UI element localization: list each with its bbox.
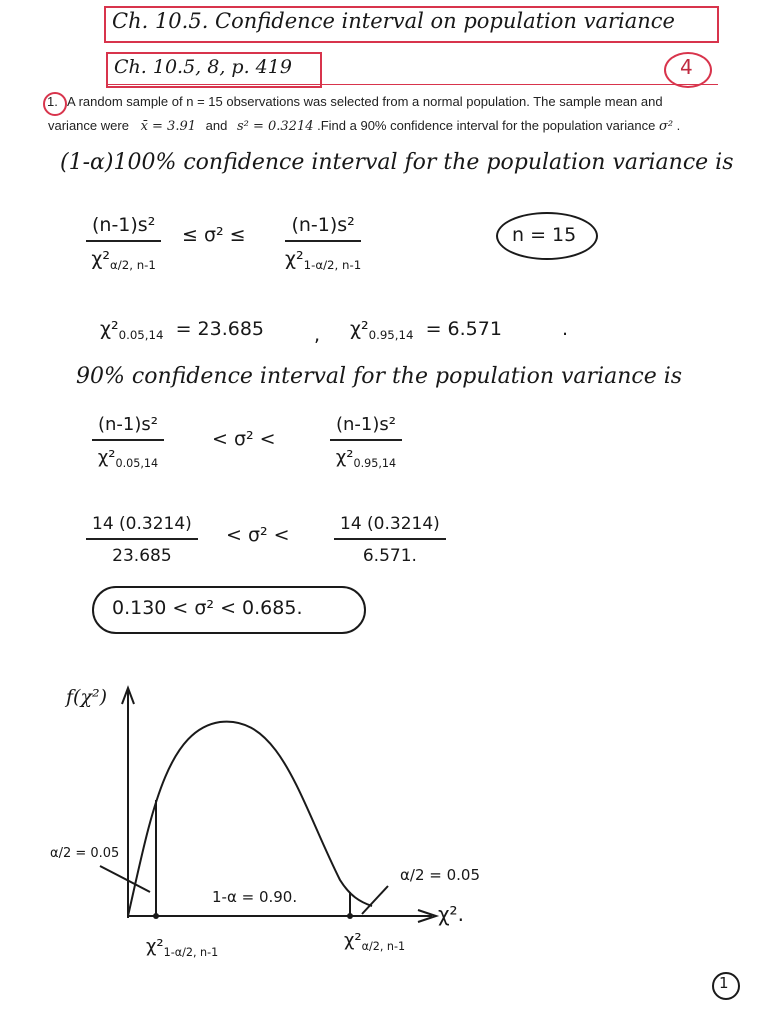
- page-badge: 4: [680, 55, 693, 79]
- formula-relation: ≤ σ² ≤: [182, 224, 246, 246]
- section-reference: Ch. 10.5, 8, p. 419: [114, 56, 292, 78]
- page-number: 1: [719, 974, 729, 992]
- left-tail-pointer: [100, 866, 150, 892]
- ci-right-numerator: (n-1)s²: [330, 414, 402, 441]
- chi-square-curve: [128, 722, 372, 916]
- chi-values-dot: .: [562, 318, 569, 340]
- ci-left-fraction: [92, 414, 164, 470]
- right-tail-label: α/2 = 0.05: [400, 866, 480, 884]
- right-tail-pointer: [362, 886, 388, 914]
- formula-left-fraction: [86, 214, 161, 272]
- chi-left-value: $\chi^2_{0.05,14} = 23.685$: [100, 318, 265, 343]
- problem-line-2: [48, 118, 680, 134]
- graph-y-axis-arrow: [122, 688, 134, 704]
- center-area-label: 1-α = 0.90.: [212, 888, 298, 906]
- ci-right-fraction: [330, 414, 402, 470]
- numeric-relation: < σ² <: [226, 524, 290, 546]
- underline-rule: [106, 84, 718, 85]
- ci90-heading: 90% confidence interval for the population variance is: [76, 364, 683, 389]
- problem-line-2-post: .Find a 90% confidence interval for the population variance: [317, 118, 656, 133]
- result: 0.130 < σ² < 0.685.: [112, 597, 303, 619]
- numeric-right-numerator: 14 (0.3214): [334, 514, 446, 540]
- sample-mean: x̄ = 3.91: [140, 119, 196, 134]
- left-tail-label: α/2 = 0.05: [50, 846, 120, 861]
- n-note: n = 15: [512, 224, 577, 246]
- graph-y-label: f(χ²): [66, 686, 107, 708]
- formula-right-numerator: (n-1)s²: [285, 214, 360, 242]
- right-critical-label: $\chi^2_{\alpha/2, n-1}$: [344, 930, 406, 953]
- problem-period: .: [676, 118, 681, 133]
- problem-and: and: [205, 118, 228, 133]
- sample-variance: s² = 0.3214: [236, 119, 314, 134]
- chi-right-value: $\chi^2_{0.95,14} = 6.571$: [350, 318, 502, 343]
- ci-left-numerator: (n-1)s²: [92, 414, 164, 441]
- graph-x-axis-arrow: [418, 910, 436, 922]
- left-critical-label: $\chi^2_{1-\alpha/2, n-1}$: [146, 936, 219, 959]
- left-critical-point: [153, 913, 159, 919]
- problem-line-2-pre: variance were: [48, 118, 129, 133]
- problem-number: 1.: [47, 94, 58, 109]
- formula-left-numerator: (n-1)s²: [86, 214, 161, 242]
- ci-relation: < σ² <: [212, 428, 276, 450]
- formula-right-fraction: [285, 214, 361, 272]
- numeric-right-denominator: 6.571.: [362, 546, 417, 566]
- numeric-left-numerator: 14 (0.3214): [86, 514, 198, 540]
- chi-values-separator: ,: [314, 324, 321, 346]
- formula-right-denominator: $\chi^2_{1-\alpha/2, n-1}$: [285, 248, 362, 273]
- solution-intro: (1-α)100% confidence interval for the population variance is: [60, 150, 734, 175]
- ci-left-denominator: $\chi^2_{0.05,14}$: [97, 447, 159, 470]
- problem-line-1: A random sample of n = 15 observations was selected from a normal population. The sample mean and: [67, 94, 663, 109]
- graph-x-label: χ².: [438, 902, 464, 926]
- population-variance-symbol: σ²: [658, 119, 674, 134]
- ci-right-denominator: $\chi^2_{0.95,14}$: [335, 447, 397, 470]
- numeric-left-fraction: [86, 514, 198, 566]
- page-title: Ch. 10.5. Confidence interval on population variance: [112, 9, 675, 33]
- numeric-left-denominator: 23.685: [112, 546, 172, 566]
- numeric-right-fraction: [334, 514, 446, 566]
- formula-left-denominator: $\chi^2_{\alpha/2, n-1}$: [91, 248, 156, 273]
- right-critical-point: [347, 913, 353, 919]
